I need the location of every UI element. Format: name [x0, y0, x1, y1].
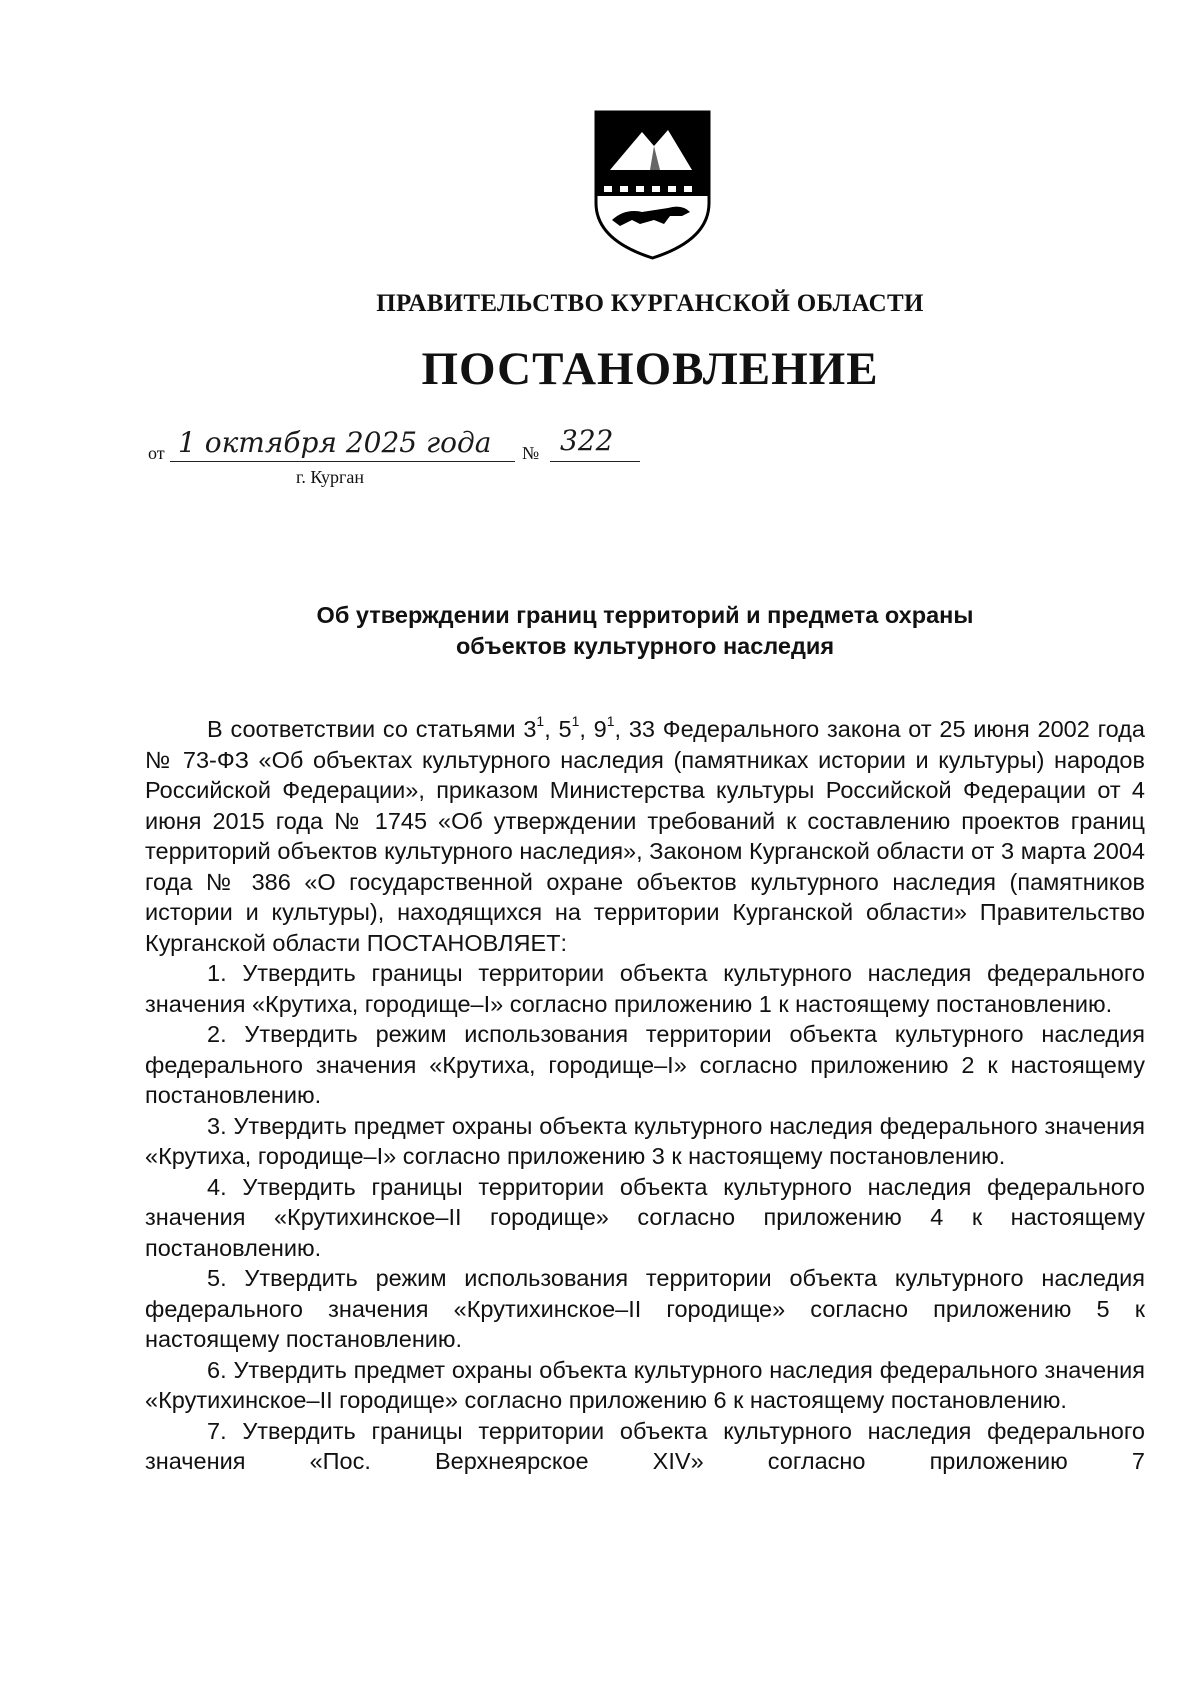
city-label: г. Курган	[296, 467, 365, 487]
date-prefix: от	[148, 443, 165, 463]
item-paragraph-5: 5. Утвердить режим использования территории объекта культурного наследия федерального значения «Крутихинское–II городище» согласно приложению 5 к настоящему постановлению.	[145, 1265, 1145, 1352]
document-type: ПОСТАНОВЛЕНИЕ	[421, 343, 879, 395]
title-line-1: Об утверждении границ территорий и предмета охраны	[316, 602, 974, 628]
preamble-paragraph	[145, 714, 1145, 958]
item-paragraph-3: 3. Утвердить предмет охраны объекта культурного наследия федерального значения «Крутиха, городище–I» согласно приложению 3 к настоящему постановлению.	[145, 1112, 1145, 1169]
number-underline	[550, 461, 640, 462]
item-paragraph-7: 7. Утвердить границы территории объекта культурного наследия федерального значения «Пос. Верхнеярское XIV» согласно приложению 7	[145, 1417, 1145, 1474]
title-line-2: объектов культурного наследия	[455, 633, 835, 659]
item-paragraph-1: 1. Утвердить границы территории объекта культурного наследия федерального значения «Крутиха, городище–I» согласно приложению 1 к настоящему постановлению.	[145, 960, 1145, 1017]
document-title	[0, 600, 1200, 662]
superscript-3: 1	[606, 713, 615, 730]
item-paragraph-4: 4. Утвердить границы территории объекта культурного наследия федерального значения «Крутихинское–II городище» согласно приложению 4 к настоящему постановлению.	[145, 1173, 1145, 1261]
preamble-text-4: , 33 Федерального закона от 25 июня 2002 года № 73-ФЗ «Об объектах культурного наследия (памятниках истории и культуры) народов Российской Федерации», приказом Министерства культуры Российской Федерации от 4 июня 2015 года № 1745 «Об утверждении требований к составлению проектов границ территорий объектов культурного наследия», Законом Курганской области от 3 марта 2004 года № 386 «О государственной охране объектов культурного наследия (памятников истории и культуры), находящихся на территории Курганской области» Правительство Курганской области ПОСТАНОВЛЯЕТ:	[145, 716, 1145, 956]
coat-of-arms-emblem	[590, 108, 715, 260]
date-handwritten: 1 октября 2025 года	[178, 426, 492, 459]
preamble-text-1: В соответствии со статьями 3	[207, 716, 537, 742]
superscript-1: 1	[536, 713, 545, 730]
preamble-text-2: , 5	[544, 716, 572, 742]
item-paragraph-2: 2. Утвердить режим использования территории объекта культурного наследия федерального значения «Крутиха, городище–I» согласно приложению 2 к настоящему постановлению.	[145, 1021, 1145, 1108]
superscript-2: 1	[571, 713, 580, 730]
preamble-text-3: , 9	[579, 716, 607, 742]
government-name: ПРАВИТЕЛЬСТВО КУРГАНСКОЙ ОБЛАСТИ	[376, 290, 924, 317]
item-paragraph-6: 6. Утвердить предмет охраны объекта культурного наследия федерального значения «Крутихинское–II городище» согласно приложению 6 к настоящему постановлению.	[145, 1356, 1145, 1413]
document-body	[145, 714, 1145, 1477]
date-underline	[170, 461, 515, 462]
number-prefix: №	[522, 443, 540, 463]
number-handwritten: 322	[560, 424, 614, 457]
